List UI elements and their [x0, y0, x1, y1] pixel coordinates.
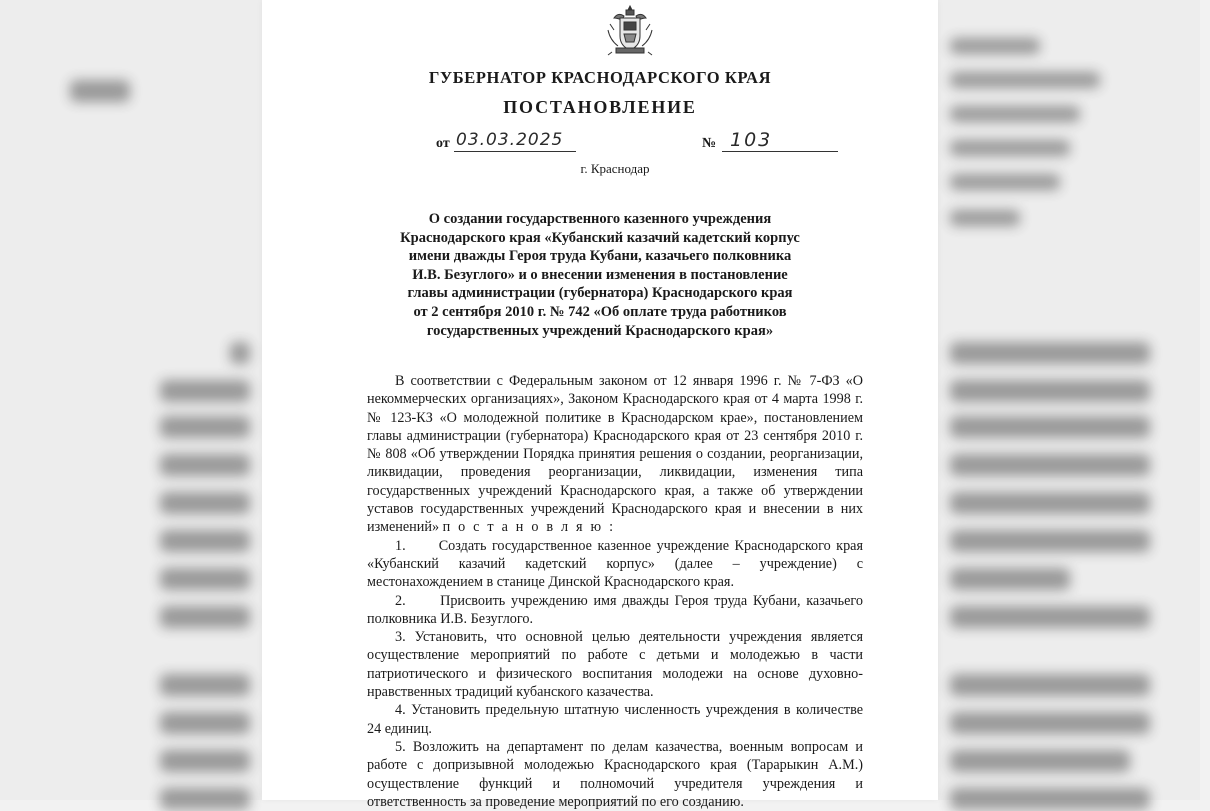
- decree-title: ПОСТАНОВЛЕНИЕ: [503, 97, 697, 117]
- subject-line: Краснодарского края «Кубанский казачий кадетский корпус: [400, 229, 800, 246]
- decree-item-3: 3. Установить, что основной целью деятельности учреждения является осуществление мероприятий по работе с детьми и молодежью в части патриотического и физического воспитания молодежи на основе духовно-нравственных традиций кубанского казачества.: [367, 629, 863, 701]
- subject-line: главы администрации (губернатора) Краснодарского края: [407, 285, 793, 302]
- number-value: 103: [722, 129, 838, 152]
- decree-item-2: 2. Присвоить учреждению имя дважды Героя труда Кубани, казачьего полковника И.В. Безуглого.: [367, 592, 867, 627]
- decree-body: [367, 372, 867, 811]
- subject-line: имени дважды Героя труда Кубани, казачьего полковника: [408, 248, 792, 265]
- document-page: [262, 0, 938, 810]
- governor-title: ГУБЕРНАТОР КРАСНОДАРСКОГО КРАЯ: [428, 68, 772, 87]
- city: г. Краснодар: [580, 161, 650, 176]
- number-label: №: [702, 136, 717, 151]
- subject-line: И.В. Безуглого» и о внесении изменения в постановление: [412, 266, 788, 283]
- decree-item-4: 4. Установить предельную штатную численность учреждения в количестве 24 единиц.: [367, 702, 863, 737]
- krasnodar-coat-of-arms-icon: [602, 4, 658, 56]
- decree-item-5: 5. Возложить на департамент по делам казачества, военным вопросам и работе с допризывной молодежью Краснодарского края (Тарарыкин А.М.) осуществление функций и полномочий учредителя учреждения и ответственность за проведение мероприятий по его созданию.: [367, 738, 863, 810]
- decree-subject: [362, 210, 838, 340]
- subject-line: государственных учреждений Краснодарского края»: [426, 322, 774, 339]
- date-label: от: [436, 136, 450, 151]
- subject-line: О создании государственного казенного учреждения: [428, 211, 772, 227]
- preamble-text: В соответствии с Федеральным законом от 12 января 1996 г. № 7-ФЗ «О некоммерческих организациях», Законом Краснодарского края от 4 марта 1998 г. № 123-КЗ «О молодежной политике в Краснодарском крае», постановлением главы администрации (губернатора) Краснодарского края от 23 сентября 2010 г. № 808 «Об утверждении Порядка принятия решения о создании, реорганизации, ликвидации, проведения реорганизации, ликвидации, изменения типа государственных учреждений Краснодарского края, а также об утверждении уставов государственных учреждений Краснодарского края и внесении в них изменений»: [367, 373, 863, 536]
- date-number-row: [262, 129, 938, 156]
- resolve-word: п о с т а н о в л я ю :: [442, 519, 616, 536]
- preamble-paragraph: [367, 372, 863, 537]
- decree-item-1: 1. Создать государственное казенное учреждение Краснодарского края «Кубанский казачий кадетский корпус» (далее – учреждение) с местонахождением в станице Динской Краснодарского края.: [367, 537, 867, 591]
- subject-line: от 2 сентября 2010 г. № 742 «Об оплате труда работников: [413, 303, 787, 320]
- date-value: 03.03.2025: [454, 130, 576, 152]
